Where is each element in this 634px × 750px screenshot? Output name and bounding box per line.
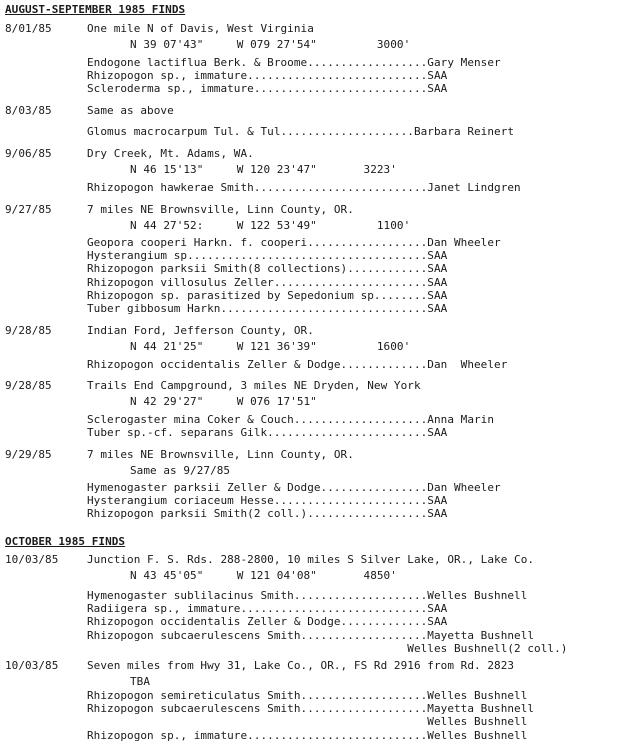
coordinates-line: Same as 9/27/85 bbox=[130, 464, 231, 477]
find-line: Rhizopogon sp. parasitized by Sepedonium sp........SAA bbox=[87, 288, 448, 302]
find-line: Rhizopogon hawkerae Smith..........................Janet Lindgren bbox=[87, 181, 521, 194]
find-line: Sclerogaster mina Coker & Couch....................Anna Marin bbox=[87, 413, 495, 426]
entry-date: 9/29/85 bbox=[5, 448, 52, 461]
entry-date: 9/06/85 bbox=[5, 147, 52, 160]
find-line: Rhizopogon occidentalis Zeller & Dodge.............SAA bbox=[87, 615, 448, 629]
find-line: Tuber sp.-cf. separans Gilk........................SAA bbox=[87, 426, 448, 440]
location-line: Trails End Campground, 3 miles NE Dryden, New York bbox=[87, 379, 421, 392]
find-line: Rhizopogon occidentalis Zeller & Dodge.............Dan Wheeler bbox=[87, 358, 508, 371]
find-line: Scleroderma sp., immature..........................SAA bbox=[87, 82, 448, 96]
location-line: 7 miles NE Brownsville, Linn County, OR. bbox=[87, 203, 354, 216]
location-line: Dry Creek, Mt. Adams, WA. bbox=[87, 147, 254, 160]
section-title: OCTOBER 1985 FINDS bbox=[5, 535, 126, 548]
coordinates-line: TBA bbox=[130, 675, 151, 688]
coordinates-line: N 46 15'13" W 120 23'47" 3223' bbox=[130, 163, 397, 176]
find-line: Hymenogaster sublilacinus Smith....................Welles Bushnell bbox=[87, 589, 528, 602]
find-line: Rhizopogon villosulus Zeller.......................SAA bbox=[87, 275, 448, 289]
entry-date: 8/03/85 bbox=[5, 104, 52, 117]
location-line: Seven miles from Hwy 31, Lake Co., OR., FS Rd 2916 from Rd. 2823 bbox=[87, 659, 515, 672]
location-line: Same as above bbox=[87, 104, 174, 117]
find-line: Welles Bushnell(2 coll.) bbox=[87, 641, 568, 655]
find-line: Geopora cooperi Harkn. f. cooperi..................Dan Wheeler bbox=[87, 236, 501, 249]
entry-date: 10/03/85 bbox=[5, 553, 59, 566]
coordinates-line: N 44 27'52: W 122 53'49" 1100' bbox=[130, 219, 411, 232]
location-line: Indian Ford, Jefferson County, OR. bbox=[87, 324, 314, 337]
find-line: Hysterangium sp....................................SAA bbox=[87, 249, 448, 263]
find-line: Endogone lactiflua Berk. & Broome..................Gary Menser bbox=[87, 56, 501, 69]
find-line: Radiigera sp., immature............................SAA bbox=[87, 602, 448, 616]
find-line: Rhizopogon subcaerulescens Smith...................Mayetta Bushnell bbox=[87, 702, 535, 716]
location-line: 7 miles NE Brownsville, Linn County, OR. bbox=[87, 448, 354, 461]
find-line: Rhizopogon parksii Smith(8 collections)............SAA bbox=[87, 262, 448, 276]
find-line: Hymenogaster parksii Zeller & Dodge................Dan Wheeler bbox=[87, 481, 501, 494]
location-line: Junction F. S. Rds. 288-2800, 10 miles S Silver Lake, OR., Lake Co. bbox=[87, 553, 535, 566]
find-line: Rhizopogon semireticulatus Smith...................Welles Bushnell bbox=[87, 689, 528, 702]
entry-date: 9/28/85 bbox=[5, 324, 52, 337]
coordinates-line: N 43 45'05" W 121 04'08" 4850' bbox=[130, 569, 397, 582]
find-line: Welles Bushnell bbox=[87, 715, 528, 729]
find-line: Rhizopogon subcaerulescens Smith...................Mayetta Bushnell bbox=[87, 628, 535, 642]
find-line: Rhizopogon parksii Smith(2 coll.)..................SAA bbox=[87, 507, 448, 521]
section-title: AUGUST-SEPTEMBER 1985 FINDS bbox=[5, 3, 186, 16]
location-line: One mile N of Davis, West Virginia bbox=[87, 22, 314, 35]
entry-date: 9/28/85 bbox=[5, 379, 52, 392]
entry-date: 10/03/85 bbox=[5, 659, 59, 672]
find-line: Tuber gibbosum Harkn...............................SAA bbox=[87, 302, 448, 315]
find-line: Hysterangium coriaceum Hesse.......................SAA bbox=[87, 494, 448, 508]
find-line: Rhizopogon sp., immature...........................SAA bbox=[87, 69, 448, 83]
coordinates-line: N 44 21'25" W 121 36'39" 1600' bbox=[130, 340, 411, 353]
entry-date: 8/01/85 bbox=[5, 22, 52, 35]
entry-date: 9/27/85 bbox=[5, 203, 52, 216]
coordinates-line: N 39 07'43" W 079 27'54" 3000' bbox=[130, 38, 411, 51]
find-line: Glomus macrocarpum Tul. & Tul....................Barbara Reinert bbox=[87, 125, 515, 138]
coordinates-line: N 42 29'27" W 076 17'51" bbox=[130, 395, 317, 408]
find-line: Rhizopogon sp., immature...........................Welles Bushnell bbox=[87, 728, 528, 742]
